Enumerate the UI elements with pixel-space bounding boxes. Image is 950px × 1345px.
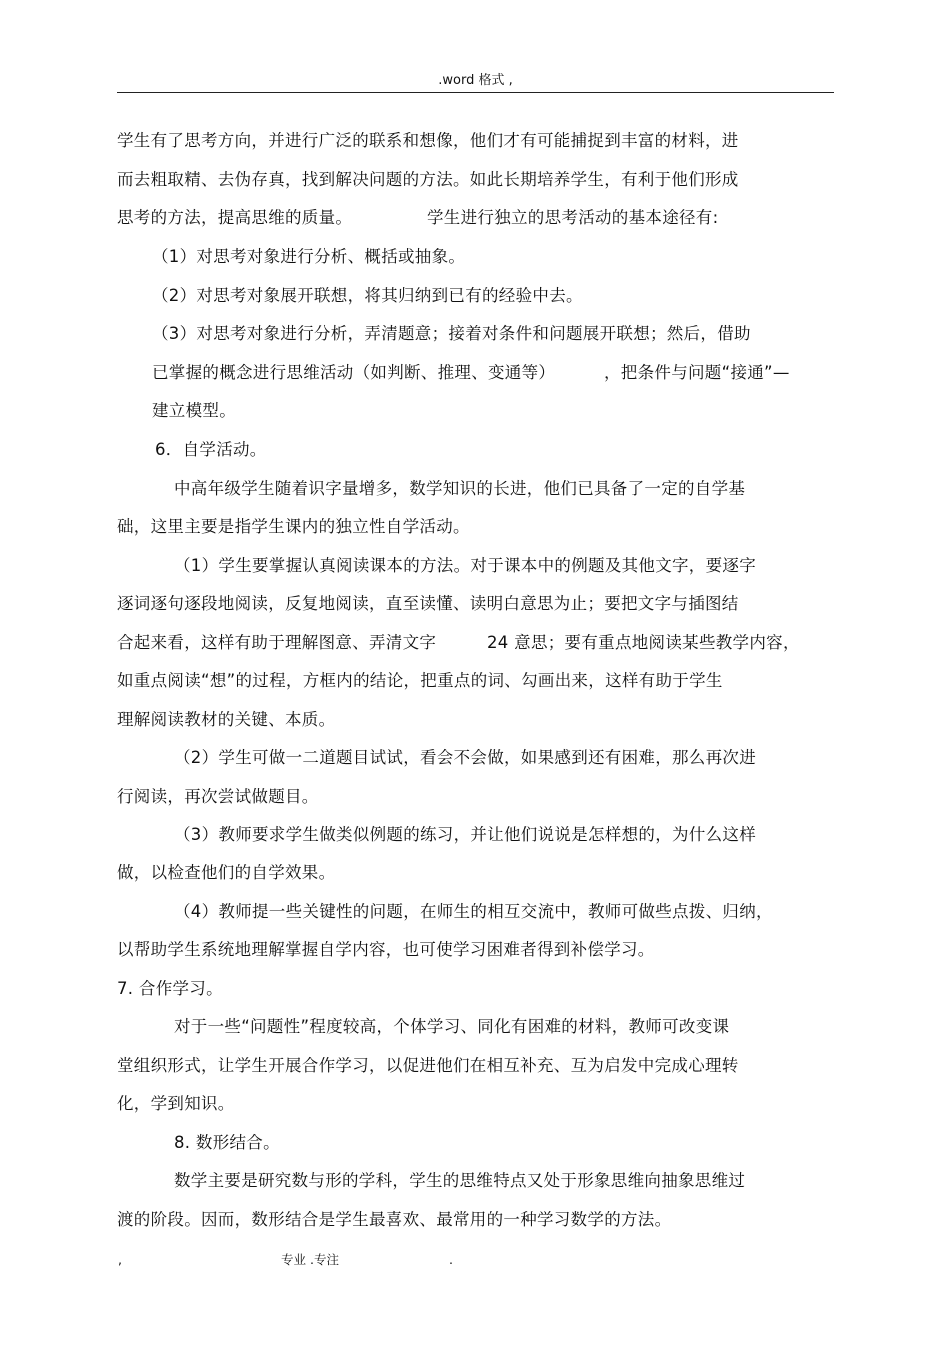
paragraph-line: 础，这里主要是指学生课内的独立性自学活动。: [117, 517, 470, 536]
list-item: （4）教师提一些关键性的问题，在师生的相互交流中，教师可做些点拨、归纳，: [174, 902, 773, 921]
section-heading: 6．自学活动。: [155, 440, 267, 459]
page-header: [117, 72, 834, 93]
paragraph-line: 理解阅读教材的关键、本质。: [117, 710, 336, 729]
list-item: （3）对思考对象进行分析，弄清题意；接着对条件和问题展开联想；然后，借助: [152, 324, 751, 343]
header-text: .word 格式 ,: [438, 73, 513, 88]
section-heading: 8. 数形结合。: [174, 1133, 280, 1152]
list-item: （2）学生可做一二道题目试试，看会不会做，如果感到还有困难，那么再次进: [174, 748, 756, 767]
paragraph-line: 做，以检查他们的自学效果。: [117, 863, 336, 882]
paragraph-line: 堂组织形式，让学生开展合作学习，以促进他们在相互补充、互为启发中完成心理转: [117, 1056, 739, 1075]
paragraph-line: 渡的阶段。因而，数形结合是学生最喜欢、最常用的一种学习数学的方法。: [117, 1210, 672, 1229]
paragraph-line: 逐词逐句逐段地阅读，反复地阅读，直至读懂、读明白意思为止；要把文字与插图结: [117, 594, 739, 613]
paragraph-line: 24 意思；要有重点地阅读某些教学内容，: [487, 633, 800, 652]
paragraph-line: 而去粗取精、去伪存真，找到解决问题的方法。如此长期培养学生，有利于他们形成: [117, 170, 739, 189]
paragraph-line: 行阅读，再次尝试做题目。: [117, 787, 319, 806]
paragraph-line: 合起来看，这样有助于理解图意、弄清文字: [117, 633, 437, 652]
list-item: （1）对思考对象进行分析、概括或抽象。: [152, 247, 466, 266]
footer-left-mark: ,: [118, 1252, 122, 1267]
paragraph-line: 化，学到知识。: [117, 1094, 235, 1113]
paragraph-line: 中高年级学生随着识字量增多，数学知识的长进，他们已具备了一定的自学基: [174, 479, 746, 498]
paragraph-line: 已掌握的概念进行思维活动（如判断、推理、变通等）: [152, 363, 556, 382]
paragraph-line: ，把条件与问题“接通”—: [604, 363, 790, 382]
paragraph-line: 以帮助学生系统地理解掌握自学内容，也可使学习困难者得到补偿学习。: [117, 940, 655, 959]
paragraph-line: 如重点阅读“想”的过程，方框内的结论，把重点的词、勾画出来，这样有助于学生: [117, 671, 723, 690]
paragraph-line: 对于一些“问题性”程度较高，个体学习、同化有困难的材料，教师可改变课: [174, 1017, 730, 1036]
paragraph-line: 思考的方法，提高思维的质量。: [117, 208, 353, 227]
list-item: （3）教师要求学生做类似例题的练习，并让他们说说是怎样想的，为什么这样: [174, 825, 756, 844]
list-item: （2）对思考对象展开联想，将其归纳到已有的经验中去。: [152, 286, 583, 305]
list-item: （1）学生要掌握认真阅读课本的方法。对于课本中的例题及其他文字，要逐字: [174, 556, 756, 575]
footer-text: 专业 .专注: [281, 1252, 339, 1267]
footer-right-mark: .: [449, 1252, 453, 1267]
paragraph-line: 建立模型。: [152, 401, 236, 420]
section-heading: 7. 合作学习。: [117, 979, 223, 998]
paragraph-line: 数学主要是研究数与形的学科，学生的思维特点又处于形象思维向抽象思维过: [174, 1171, 746, 1190]
paragraph-line: 学生有了思考方向，并进行广泛的联系和想像，他们才有可能捕捉到丰富的材料，进: [117, 131, 739, 150]
paragraph-line: 学生进行独立的思考活动的基本途径有:: [427, 208, 719, 227]
